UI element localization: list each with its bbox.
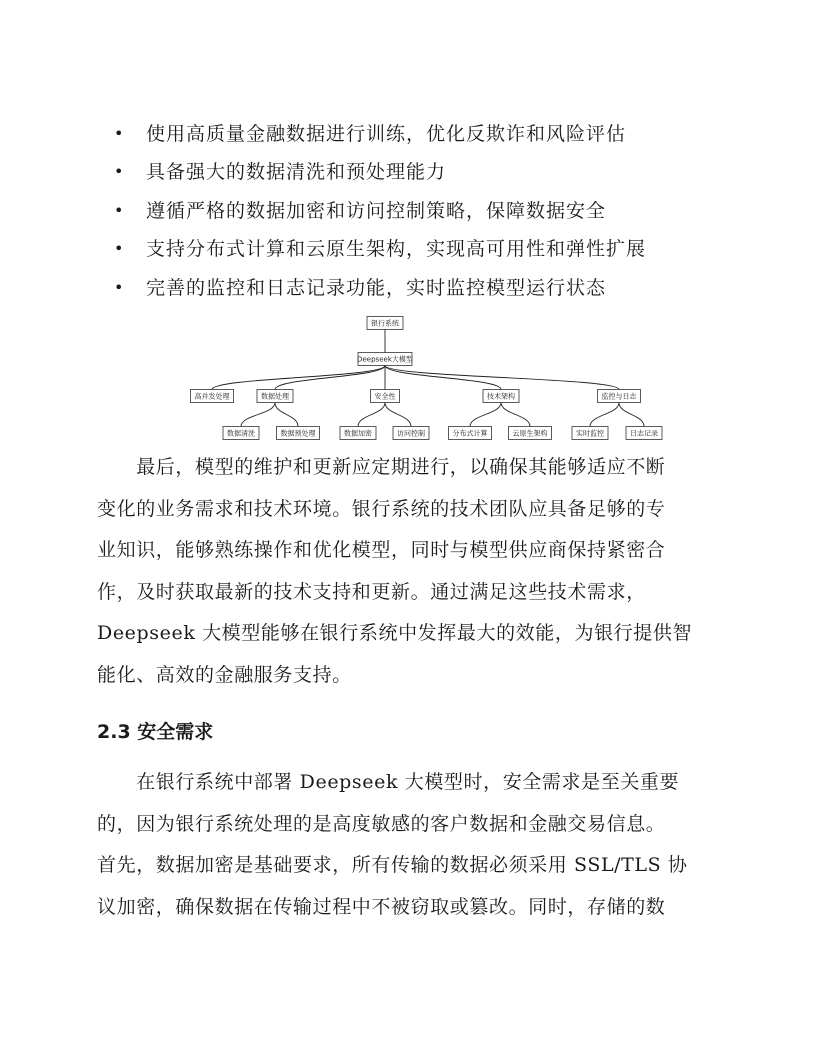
edge-branch-leaf (241, 403, 275, 427)
edge-model-branch (212, 366, 385, 390)
paragraph-security (97, 762, 719, 928)
paragraph-line: 作，及时获取最新的技术支持和更新。通过满足这些技术需求， (97, 580, 646, 603)
diagram-node-leaf (509, 427, 552, 440)
edge-branch-leaf (385, 403, 411, 427)
bullet-dot-icon: • (114, 124, 125, 143)
paragraph-line: 能化、高效的金融服务支持。 (97, 663, 352, 686)
edge-branch-leaf (619, 403, 644, 427)
paragraph-conclusion (97, 447, 719, 697)
edge-branch-leaf (470, 403, 501, 427)
paragraph-line: 的，因为银行系统处理的是高度敏感的客户数据和金融交易信息。 (97, 812, 666, 835)
diagram-node-label: 数据处理 (261, 392, 289, 401)
paragraph-line: 变化的业务需求和技术环境。银行系统的技术团队应具备足够的专 (97, 497, 666, 520)
diagram-node-label: 银行系统 (371, 319, 399, 328)
edge-model-branch (275, 366, 385, 390)
section-heading: 2.3 安全需求 (97, 721, 214, 743)
diagram-node-leaf (449, 427, 492, 440)
diagram-node-label: 数据清洗 (227, 429, 255, 438)
diagram-node-label: 访问控制 (397, 429, 425, 438)
diagram-node-leaf (277, 427, 320, 440)
diagram-node-branch (257, 390, 293, 403)
diagram-node-model (357, 353, 413, 366)
paragraph-line: 首先，数据加密是基础要求，所有传输的数据必须采用 SSL/TLS 协 (97, 854, 688, 877)
bullet-dot-icon: • (114, 162, 125, 181)
paragraph-line: 最后，模型的维护和更新应定期进行，以确保其能够适应不断 (97, 456, 666, 478)
bullet-dot-icon: • (114, 201, 125, 220)
edge-branch-leaf (590, 403, 619, 427)
diagram-node-label: 数据预处理 (280, 429, 316, 438)
diagram-node-label: 云原生架构 (512, 429, 548, 438)
diagram-node-label: 日志记录 (630, 429, 658, 438)
diagram-node-label: Deepseek大模型 (357, 355, 413, 364)
diagram-node-leaf (572, 427, 608, 440)
edge-branch-leaf (275, 403, 298, 427)
paragraph-line: 业知识，能够熟练操作和优化模型，同时与模型供应商保持紧密合 (97, 539, 666, 562)
edge-model-branch (385, 366, 501, 390)
diagram-node-root (367, 317, 403, 330)
bullet-dot-icon: • (114, 239, 125, 258)
diagram-node-branch (191, 390, 234, 403)
diagram-node-leaf (393, 427, 429, 440)
diagram-node-label: 监控与日志 (601, 392, 637, 401)
paragraph-line: Deepseek 大模型能够在银行系统中发挥最大的效能，为银行提供智 (97, 622, 693, 645)
diagram-node-label: 安全性 (374, 392, 396, 401)
diagram-node-label: 分布式计算 (452, 429, 488, 438)
diagram-node-label: 数据加密 (344, 429, 372, 438)
diagram-node-label: 技术架构 (487, 392, 515, 401)
diagram-node-label: 实时监控 (576, 429, 604, 438)
edge-branch-leaf (358, 403, 385, 427)
diagram-edges (212, 330, 644, 427)
diagram-node-branch (598, 390, 641, 403)
edge-model-branch (385, 366, 619, 390)
diagram-nodes (191, 317, 663, 440)
bullet-dot-icon: • (114, 278, 125, 297)
diagram-node-branch (483, 390, 519, 403)
paragraph-line: 在银行系统中部署 Deepseek 大模型时，安全需求是至关重要 (97, 771, 680, 793)
diagram-node-leaf (340, 427, 376, 440)
diagram-node-leaf (223, 427, 259, 440)
edge-branch-leaf (501, 403, 530, 427)
paragraph-line: 议加密，确保数据在传输过程中不被窃取或篡改。同时，存储的数 (97, 895, 666, 918)
diagram-node-label: 高并发处理 (194, 392, 230, 401)
diagram-node-leaf (626, 427, 662, 440)
diagram-node-branch (371, 390, 400, 403)
